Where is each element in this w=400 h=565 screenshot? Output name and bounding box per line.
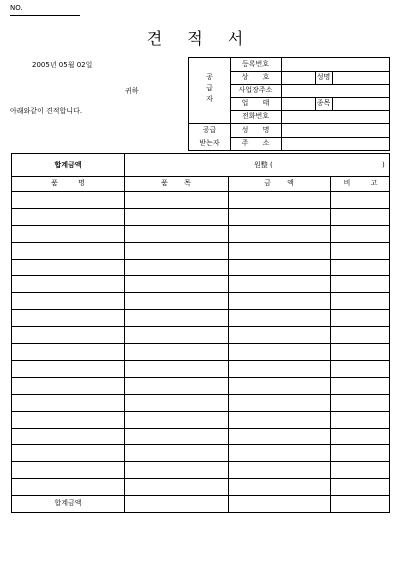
table-row <box>12 478 389 479</box>
column-header-remarks: 비 고 <box>343 179 378 187</box>
registration-number-label: 등록번호 <box>241 60 270 68</box>
supplier-box <box>188 57 390 151</box>
items-table <box>11 153 390 513</box>
date-text: 2005년 05월 02일 <box>32 61 93 69</box>
supplier-side-label-2: 급 <box>206 84 213 92</box>
receiver-name-label: 성 명 <box>241 126 270 134</box>
business-item-label: 종목 <box>316 99 331 107</box>
receiver-address-label: 주 소 <box>241 139 270 147</box>
table-row <box>12 444 389 445</box>
column-header-item-name: 품 명 <box>51 179 85 187</box>
table-row <box>12 377 389 378</box>
divider <box>230 71 389 72</box>
table-row <box>12 242 389 243</box>
divider <box>332 71 333 84</box>
table-row <box>12 259 389 260</box>
table-row <box>12 326 389 327</box>
table-row <box>12 275 389 276</box>
divider <box>12 176 389 177</box>
representative-name-label: 성명 <box>316 73 331 81</box>
business-address-label: 사업장주소 <box>238 86 273 94</box>
receiver-label-1: 공급 <box>202 126 217 134</box>
close-paren: ) <box>382 161 385 169</box>
table-row <box>12 428 389 429</box>
receiver-label-2: 받는자 <box>199 139 220 147</box>
table-row <box>12 208 389 209</box>
divider <box>230 110 389 111</box>
table-row <box>12 394 389 395</box>
table-row <box>12 461 389 462</box>
column-header-amount: 금 액 <box>264 179 294 187</box>
phone-number-label: 전화번호 <box>241 112 270 120</box>
divider <box>230 84 389 85</box>
won-label: 원整 ( <box>254 161 273 169</box>
table-row <box>12 292 389 293</box>
total-amount-label: 합계금액 <box>54 161 82 169</box>
table-row <box>12 495 389 496</box>
divider <box>189 123 389 124</box>
column-header-item-type: 품 목 <box>161 179 191 187</box>
company-name-label: 상 호 <box>241 73 270 81</box>
table-row <box>12 411 389 412</box>
table-row <box>12 225 389 226</box>
number-underline <box>10 15 80 16</box>
table-row <box>12 343 389 344</box>
divider <box>12 191 389 192</box>
divider <box>230 97 389 98</box>
recipient-suffix: 귀하 <box>125 87 139 95</box>
table-row <box>12 360 389 361</box>
document-title: 견 적 서 <box>146 29 254 48</box>
divider <box>332 97 333 110</box>
statement-text: 아래와같이 견적합니다. <box>10 107 83 115</box>
table-row <box>12 309 389 310</box>
supplier-side-label-3: 자 <box>206 95 213 103</box>
supplier-side-label-1: 공 <box>206 73 213 81</box>
number-label: NO. <box>10 4 23 12</box>
divider <box>230 137 389 138</box>
business-type-label: 업 태 <box>241 99 270 107</box>
footer-total-label: 합계금액 <box>54 498 82 507</box>
